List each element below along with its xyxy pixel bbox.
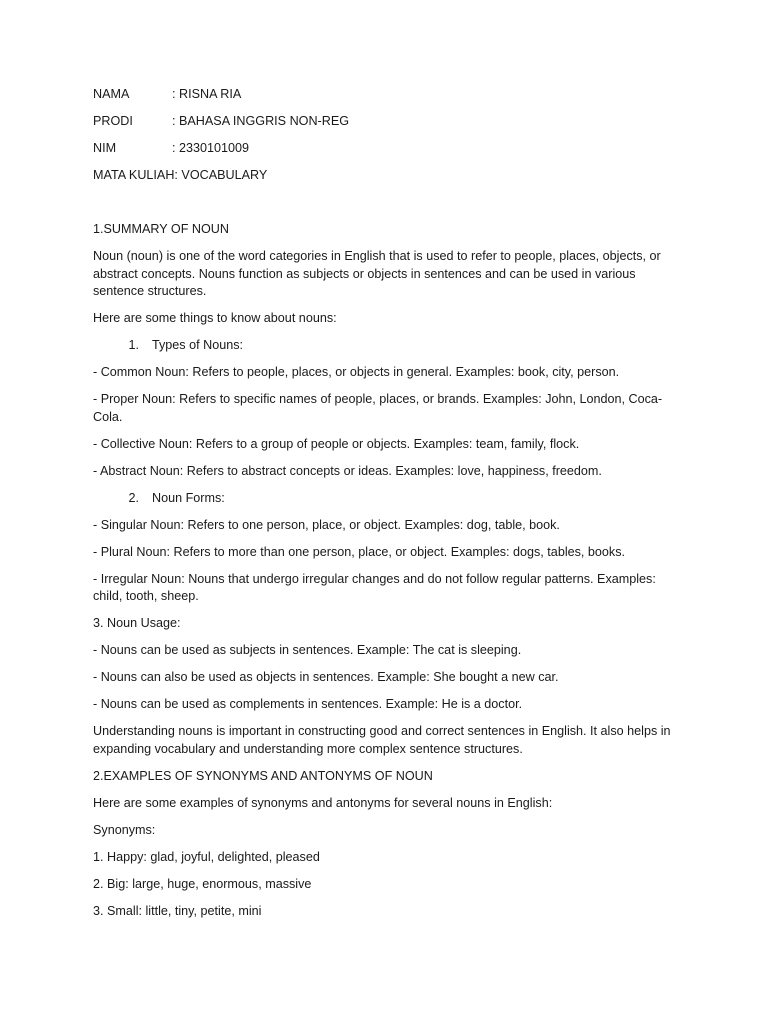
- noun-usage-subject: - Nouns can be used as subjects in sentences. Example: The cat is sleeping.: [93, 643, 522, 657]
- section-1-title: 1.SUMMARY OF NOUN: [93, 222, 229, 236]
- list-item-forms-heading: [93, 490, 683, 508]
- list-heading: Noun Forms:: [152, 490, 225, 505]
- synonym-item: 1. Happy: glad, joyful, delighted, pleased: [93, 849, 320, 864]
- section-1-conclusion: Understanding nouns is important in constructing good and correct sentences in English. It also helps in expanding vocabulary and understanding more complex sentence structures.: [93, 724, 671, 756]
- header-row-nama: [93, 86, 683, 104]
- header-label: PRODI: [93, 114, 133, 128]
- header-value: : VOCABULARY: [174, 168, 268, 182]
- noun-type-abstract: - Abstract Noun: Refers to abstract concepts or ideas. Examples: love, happiness, freedom.: [93, 463, 602, 478]
- section-2-lead: Here are some examples of synonyms and antonyms for several nouns in English:: [93, 795, 553, 810]
- noun-form-irregular: - Irregular Noun: Nouns that undergo irregular changes and do not follow regular patterns. Examples: child, tooth, sheep.: [93, 571, 656, 603]
- list-number: 1.: [128, 338, 139, 352]
- noun-type-collective: - Collective Noun: Refers to a group of people or objects. Examples: team, family, flock.: [93, 436, 580, 451]
- header-label: NAMA: [93, 87, 130, 101]
- noun-type-proper: - Proper Noun: Refers to specific names of people, places, or brands. Examples: John, London, Coca-Cola.: [93, 392, 663, 424]
- spacer: [93, 194, 683, 221]
- synonyms-heading: Synonyms:: [93, 822, 156, 837]
- header-value: : BAHASA INGGRIS NON-REG: [172, 114, 350, 128]
- noun-form-plural: - Plural Noun: Refers to more than one person, place, or object. Examples: dogs, tables, books.: [93, 544, 626, 559]
- list-heading: Types of Nouns:: [152, 338, 244, 352]
- section-2-title: 2.EXAMPLES OF SYNONYMS AND ANTONYMS OF NOUN: [93, 768, 433, 783]
- header-value: : RISNA RIA: [172, 87, 242, 101]
- section-1-lead: Here are some things to know about nouns:: [93, 311, 337, 325]
- header-row-nim: [93, 140, 683, 158]
- header-value: : 2330101009: [172, 141, 250, 155]
- header-label: MATA KULIAH: [93, 168, 175, 182]
- header-row-mata-kuliah: [93, 167, 683, 185]
- noun-usage-complement: - Nouns can be used as complements in sentences. Example: He is a doctor.: [93, 697, 523, 711]
- synonym-item: 2. Big: large, huge, enormous, massive: [93, 876, 312, 891]
- student-header: [93, 86, 683, 185]
- header-label: NIM: [93, 141, 117, 155]
- section-1-intro: Noun (noun) is one of the word categories in English that is used to refer to people, places, objects, or abstract concepts. Nouns function as subjects or objects in sentences and can be used in various sentence structures.: [93, 249, 661, 298]
- list-number: 2.: [128, 490, 139, 505]
- noun-type-common: - Common Noun: Refers to people, places, or objects in general. Examples: book, city, person.: [93, 365, 620, 379]
- list-item-types-heading: [93, 337, 683, 355]
- noun-usage-object: - Nouns can also be used as objects in sentences. Example: She bought a new car.: [93, 670, 559, 684]
- noun-usage-heading: 3. Noun Usage:: [93, 616, 181, 630]
- noun-form-singular: - Singular Noun: Refers to one person, place, or object. Examples: dog, table, book.: [93, 517, 560, 532]
- header-row-prodi: [93, 113, 683, 131]
- synonym-item: 3. Small: little, tiny, petite, mini: [93, 903, 262, 918]
- document-content: [93, 86, 683, 930]
